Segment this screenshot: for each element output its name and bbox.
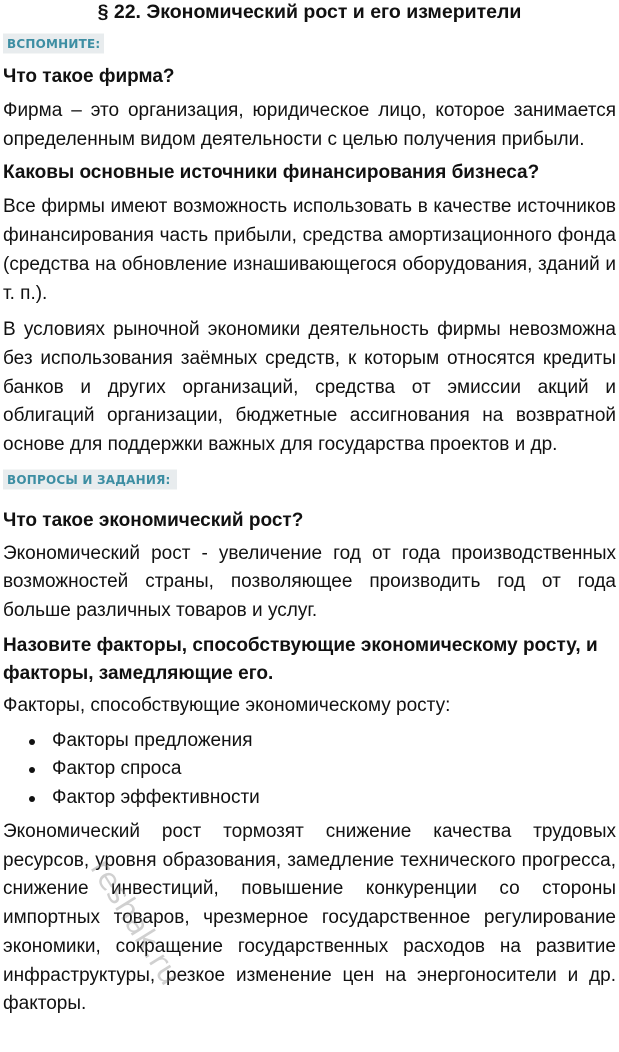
answer-factors-intro: Факторы, способствующие экономическому росту: [3, 694, 451, 716]
list-item: Фактор эффективности [27, 784, 616, 813]
answer-factors-slowing: Экономический рост тормозят снижение качества трудовых ресурсов, уровня образования, замедление технического прогресса, снижение инвестиций, повышение конкуренции со стороны импортных товаров, чрезмерное государственное регулирование экономики, сокращение государственных расходов на развитие инфраструктуры, резкое изменение цен на энергоносители и др. факторы. [3, 821, 616, 1015]
question-firm: Что такое фирма? [3, 66, 175, 87]
question-financing: Каковы основные источники финансирования бизнеса? [3, 162, 540, 184]
recall-section [3, 34, 616, 460]
factors-list [3, 727, 616, 813]
recall-badge: ВСПОМНИТЕ: [3, 34, 104, 54]
question-growth: Что такое экономический рост? [3, 509, 304, 531]
tasks-badge: ВОПРОСЫ И ЗАДАНИЯ: [3, 469, 177, 489]
answer-financing-p2: В условиях рыночной экономики деятельность фирмы невозможна без использования заёмных средств, к которым относятся кредиты банков и других организаций, средства от эмиссии акций и облигаций организации, бюджетные ассигнования на возвратной основе для поддержки важных для государства проектов и др. [3, 319, 616, 456]
watermark: reshak.ru [82, 853, 188, 992]
answer-growth: Экономический рост - увеличение год от года производственных возможностей страны, позволяющее производить год от года больше различных товаров и услуг. [3, 542, 616, 622]
list-item: Факторы предложения [27, 727, 616, 756]
question-factors: Назовите факторы, способствующие экономическому росту, и факторы, замедляющие его. [3, 634, 598, 684]
tasks-section [3, 470, 616, 1019]
answer-firm: Фирма – это организация, юридическое лицо, которое занимается определенным видом деятельности с целью получения прибыли. [3, 100, 616, 150]
answer-financing-p1: Все фирмы имеют возможность использовать в качестве источников финансирования часть прибыли, средства амортизационного фонда (средства на обновление изнашивающегося оборудования, зданий и т. п.). [3, 196, 616, 304]
list-item: Фактор спроса [27, 755, 616, 784]
page-title: § 22. Экономический рост и его измерители [97, 1, 522, 23]
